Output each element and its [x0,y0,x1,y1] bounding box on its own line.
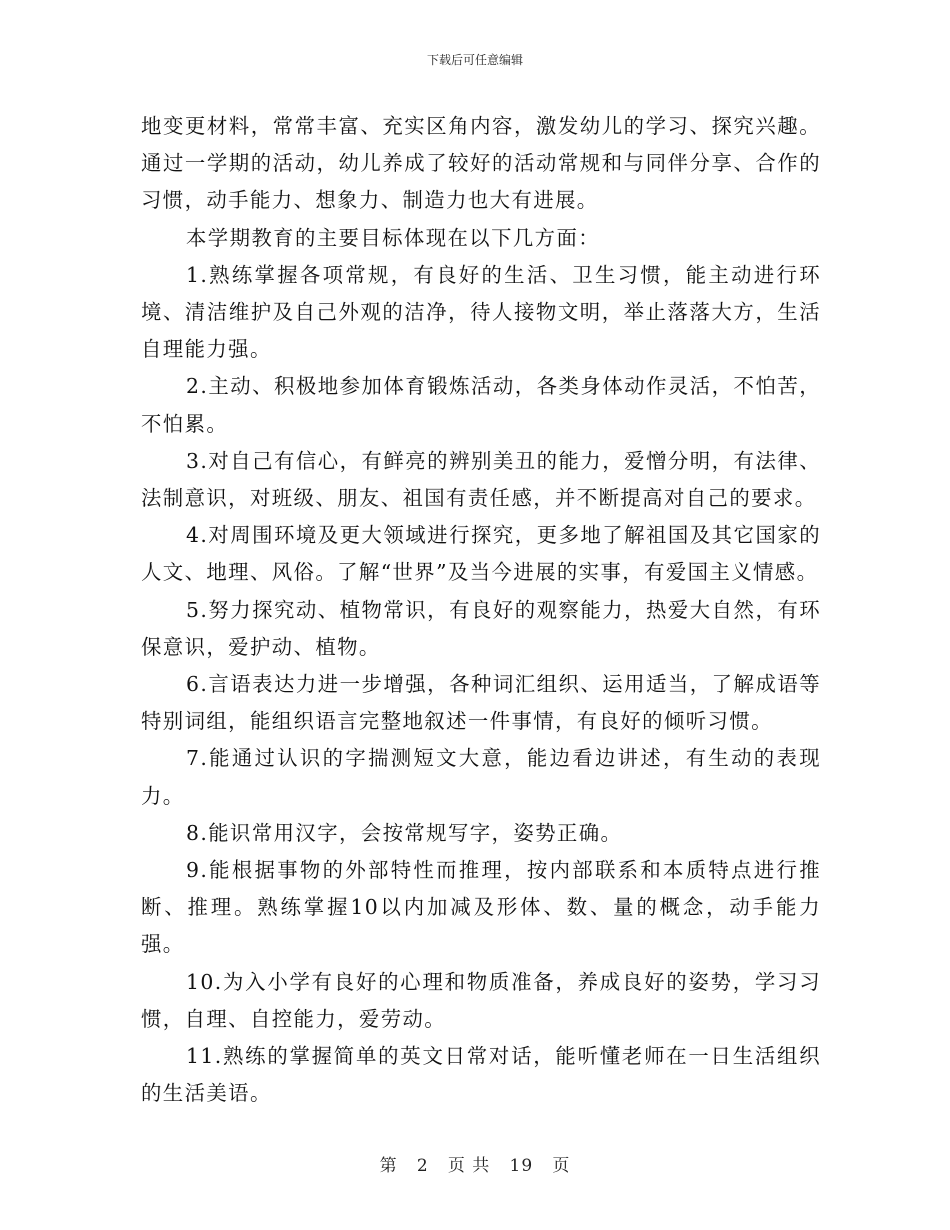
page-footer [0,1155,950,1177]
paragraph-goal-8: 8.能识常用汉字，会按常规写字，姿势正确。 [186,820,623,845]
paragraph-goal-11: 11.熟练的掌握简单的英文日常对话，能听懂老师在一日生活组织的生活美语。 [141,1044,821,1106]
page-number-current: 2 [416,1156,429,1176]
page-number-middle: 页 共 [447,1156,491,1176]
paragraph-goal-5: 5.努力探究动、植物常识，有良好的观察能力，热爱大自然，有环保意识，爱护动、植物。 [141,597,821,659]
page-header [0,52,950,68]
page-number-prefix: 第 [379,1156,398,1176]
document-body [141,108,821,1112]
paragraph-goal-9: 9.能根据事物的外部特性而推理，按内部联系和本质特点进行推断、推理。熟练掌握10以内加减及形体、数、量的概念，动手能力强。 [141,858,821,957]
page-number-total: 19 [509,1156,534,1176]
paragraph-goal-1: 1.熟练掌握各项常规，有良好的生活、卫生习惯，能主动进行环境、清洁维护及自己外观的洁净，待人接物文明，举止落落大方，生活自理能力强。 [141,262,821,362]
paragraph-goal-2: 2.主动、积极地参加体育锻炼活动，各类身体动作灵活，不怕苦，不怕累。 [141,374,821,436]
paragraph-goal-3: 3.对自己有信心，有鲜亮的辨别美丑的能力，爱憎分明，有法律、法制意识，对班级、朋友、祖国有责任感，并不断提高对自己的要求。 [141,448,821,511]
paragraph-continuation: 地变更材料，常常丰富、充实区角内容，激发幼儿的学习、探究兴趣。通过一学期的活动，幼儿养成了较好的活动常规和与同伴分享、合作的习惯，动手能力、想象力、制造力也大有进展。 [141,114,821,213]
paragraph-goal-6: 6.言语表达力进一步增强，各种词汇组织、运用适当，了解成语等特别词组，能组织语言完整地叙述一件事情，有良好的倾听习惯。 [141,672,821,734]
paragraph-goal-7: 7.能通过认识的字揣测短文大意，能边看边讲述，有生动的表现力。 [141,746,821,808]
paragraph-goal-10: 10.为入小学有良好的心理和物质准备，养成良好的姿势，学习习惯，自理、自控能力，爱劳动。 [141,969,821,1031]
page-number-suffix: 页 [552,1156,571,1176]
paragraph-goals-intro: 本学期教育的主要目标体现在以下几方面： [186,225,601,250]
header-text: 下载后可任意编辑 [426,53,523,67]
paragraph-goal-4: 4.对周围环境及更大领域进行探究，更多地了解祖国及其它国家的人文、地理、风俗。了解“世界”及当今进展的实事，有爱国主义情感。 [141,523,821,585]
